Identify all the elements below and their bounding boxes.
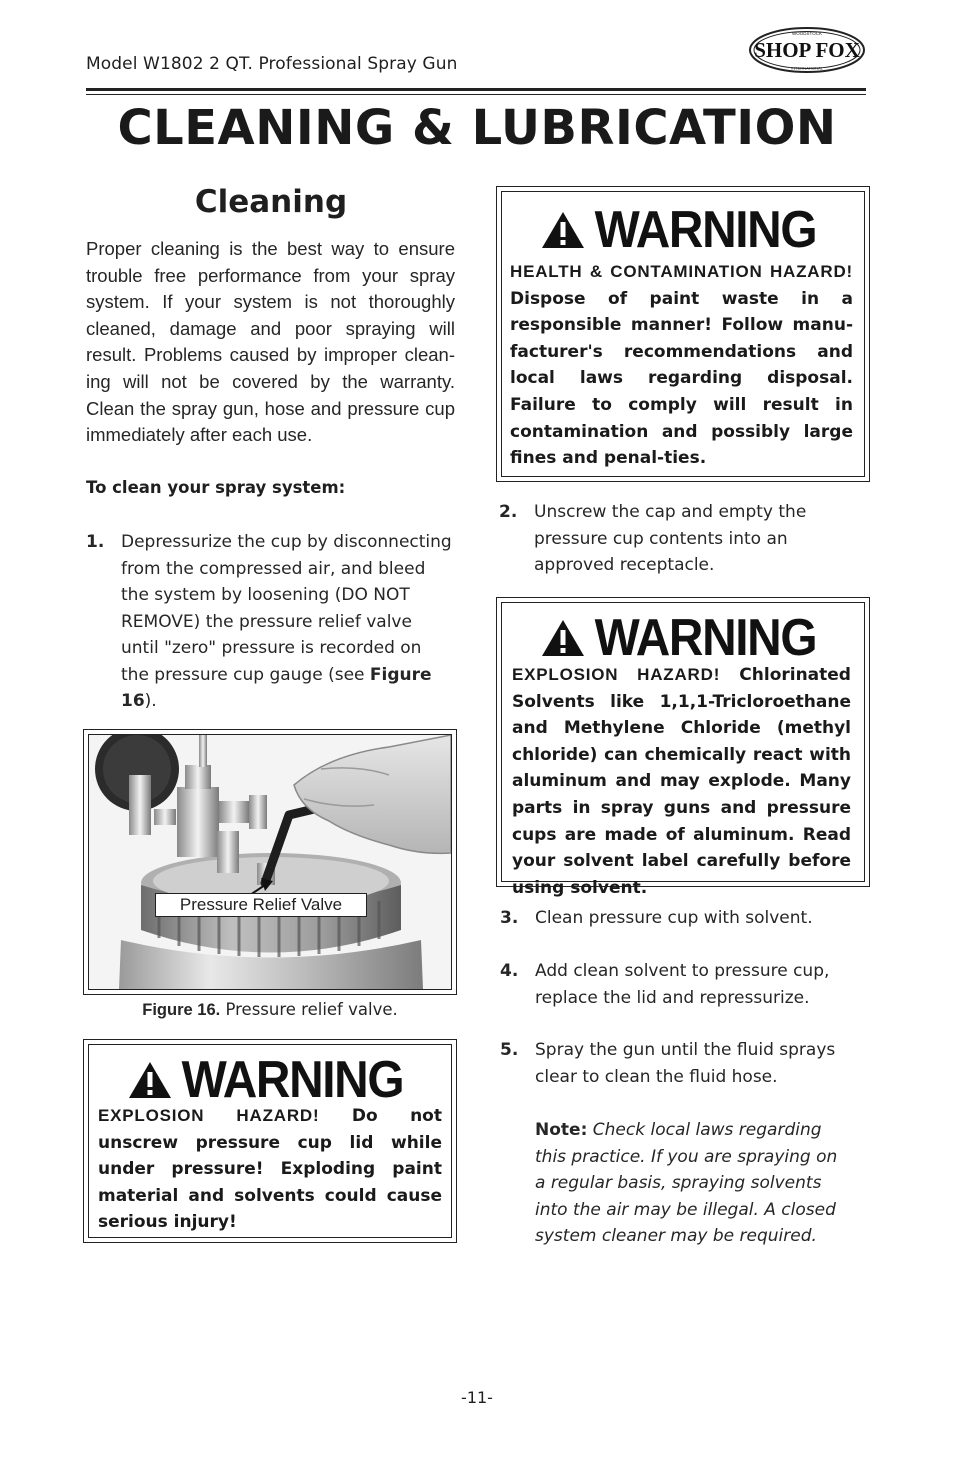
logo-arc-top: WOODSTOCK bbox=[792, 31, 822, 36]
warning-header bbox=[497, 608, 869, 668]
page-title: CLEANING & LUBRICATION bbox=[117, 100, 837, 156]
note-line: into the air may be illegal. A closed bbox=[535, 1199, 836, 1220]
step-2 bbox=[499, 499, 879, 581]
warning-box-health-contamination bbox=[496, 186, 870, 482]
step-line: the system by loosening (DO NOT bbox=[121, 585, 410, 605]
step-line: Add clean solvent to pressure cup, bbox=[535, 961, 830, 981]
warning-text: Do not unscrew pressure cup lid while under pressure! Exploding paint material and solvents could cause serious injury! bbox=[98, 1106, 442, 1233]
note-line bbox=[535, 1117, 880, 1144]
note-label: Note: bbox=[535, 1120, 588, 1140]
step-number: 1. bbox=[86, 532, 105, 552]
warning-triangle-icon bbox=[128, 1060, 172, 1100]
step-line: clear to clean the fluid hose. bbox=[535, 1066, 778, 1087]
warning-hazard: EXPLOSION HAZARD! bbox=[98, 1106, 320, 1125]
warning-body bbox=[510, 259, 853, 472]
warning-body bbox=[512, 662, 851, 901]
figure-reference: Figure bbox=[369, 664, 432, 685]
page-number: -11- bbox=[461, 1388, 493, 1407]
warning-word: WARNING bbox=[594, 609, 816, 667]
step-number: 2. bbox=[499, 502, 518, 522]
step-line: Clean pressure cup with solvent. bbox=[535, 908, 813, 928]
pressure-cup-illustration bbox=[89, 735, 451, 989]
step-text bbox=[535, 1037, 835, 1090]
warning-text: Chlorinated Solvents like 1,1,1-Tricloroethane and Methylene Chloride (methyl chloride) can chemically react with aluminum and may explode. Many parts in spray guns and pressure cups are made of aluminum. Read your solvent label carefully before using solvent. bbox=[512, 665, 851, 898]
intro-paragraph: Proper cleaning is the best way to ensure trouble free performance from your spray system. If your system is not thoroughly cleaned, damage and poor spraying will result. Problems caused by improper clean-ing will not be covered by the warranty. Clean the spray gun, hose and pressure cup immediately after each use. bbox=[86, 238, 455, 446]
note-line: system cleaner may be required. bbox=[535, 1226, 817, 1246]
step-line: pressure cup contents into an bbox=[534, 528, 788, 549]
step-line-text: the pressure cup gauge (see bbox=[121, 664, 370, 685]
figure-16 bbox=[83, 729, 457, 995]
warning-header bbox=[84, 1050, 456, 1110]
step-line: REMOVE) the pressure relief valve bbox=[121, 611, 412, 632]
warning-box-explosion-lid bbox=[83, 1039, 457, 1243]
logo-arc-bottom: INTERNATIONAL bbox=[791, 65, 823, 71]
steps-subheading: To clean your spray system: bbox=[86, 478, 346, 497]
step-number: 4. bbox=[500, 961, 519, 981]
figure-caption-label: Figure 16. bbox=[142, 1001, 221, 1019]
note-text: Check local laws regarding bbox=[587, 1120, 822, 1140]
figure-reference-number: 16 bbox=[121, 691, 145, 711]
step-text bbox=[535, 958, 829, 1011]
header-rule-thick bbox=[86, 88, 866, 91]
note-line: a regular basis, spraying solvents bbox=[535, 1173, 822, 1193]
step-line: Depressurize the cup by disconnecting bbox=[121, 532, 452, 552]
logo-text: SHOP FOX bbox=[754, 38, 860, 62]
warning-word: WARNING bbox=[181, 1051, 403, 1109]
step-line bbox=[121, 688, 452, 715]
step-number: 3. bbox=[500, 908, 519, 928]
figure-image-frame bbox=[88, 734, 452, 990]
step-line bbox=[121, 662, 452, 689]
warning-box-explosion-solvents bbox=[496, 597, 870, 898]
figure-caption-text: Pressure relief valve. bbox=[220, 1000, 398, 1019]
header-rule-thin bbox=[86, 94, 866, 95]
warning-body bbox=[98, 1103, 442, 1236]
warning-triangle-icon bbox=[541, 618, 585, 658]
warning-hazard: HEALTH & CONTAMINATION HAZARD! bbox=[510, 262, 853, 281]
warning-header bbox=[497, 200, 869, 260]
header-model-text: Model W1802 2 QT. Professional Spray Gun bbox=[86, 54, 458, 74]
warning-text: Dispose of paint waste in a responsible manner! Follow manu-facturer's recommendations and local laws regarding disposal. Failure to comply will result in contamination and possibly large fines and penal-ties. bbox=[510, 288, 853, 469]
step-line: Spray the gun until the fluid sprays bbox=[535, 1040, 836, 1060]
note-line: this practice. If you are spraying on bbox=[535, 1146, 838, 1167]
step-text bbox=[121, 529, 452, 715]
pressure-relief-valve-callout: Pressure Relief Valve bbox=[155, 893, 367, 917]
warning-word: WARNING bbox=[594, 201, 816, 259]
warning-triangle-icon bbox=[541, 210, 585, 250]
step-1 bbox=[86, 529, 466, 711]
note-block bbox=[535, 1117, 880, 1257]
step-5 bbox=[500, 1037, 880, 1092]
shop-fox-logo bbox=[748, 26, 866, 74]
step-line: from the compressed air, and bleed bbox=[121, 558, 426, 579]
step-4 bbox=[500, 958, 880, 1013]
step-text bbox=[535, 905, 813, 932]
step-text bbox=[534, 499, 806, 579]
step-line: approved receptacle. bbox=[534, 555, 715, 575]
step-line: until "zero" pressure is recorded on bbox=[121, 638, 422, 658]
step-line: replace the lid and repressurize. bbox=[535, 987, 810, 1008]
section-heading: Cleaning bbox=[194, 184, 348, 220]
step-line-tail: ). bbox=[144, 691, 157, 711]
step-3 bbox=[500, 905, 880, 933]
figure-caption bbox=[83, 1000, 457, 1020]
step-line: Unscrew the cap and empty the bbox=[534, 502, 807, 522]
step-number: 5. bbox=[500, 1040, 519, 1060]
warning-hazard: EXPLOSION HAZARD! bbox=[512, 665, 721, 684]
